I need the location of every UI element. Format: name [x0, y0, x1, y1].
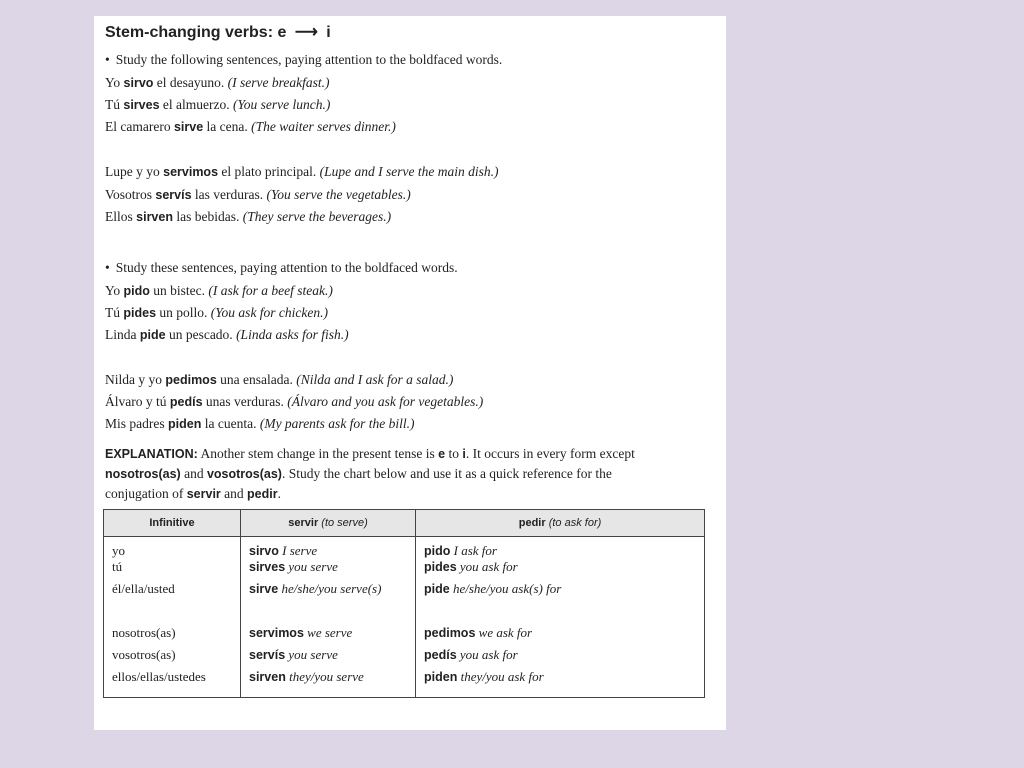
- table-row: [104, 647, 705, 669]
- pronoun-cell: yo: [104, 537, 241, 560]
- table-spacer-row: [104, 603, 705, 625]
- header-pedir: pedir (to ask for): [416, 510, 705, 537]
- pronoun-cell: él/ella/usted: [104, 581, 241, 603]
- pedir-cell: piden they/you ask for: [416, 669, 705, 698]
- page-title: [105, 22, 331, 42]
- pronoun-cell: nosotros(as): [104, 625, 241, 647]
- conjugation-chart: [103, 509, 705, 698]
- table-row: [104, 625, 705, 647]
- pedir-cell: pides you ask for: [416, 559, 705, 581]
- sentence-pedimos: Nilda y yo pedimos una ensalada. (Nilda and I ask for a salad.): [105, 372, 454, 387]
- title-text: Stem-changing verbs: e: [105, 24, 287, 41]
- sentence-servimos: Lupe y yo servimos el plato principal. (Lupe and I serve the main dish.): [105, 164, 499, 179]
- servir-cell: sirvo I serve: [241, 537, 416, 560]
- document-page: [94, 16, 726, 730]
- sentence-sirvo: Yo sirvo el desayuno. (I serve breakfast.): [105, 75, 330, 90]
- pedir-cell: pide he/she/you ask(s) for: [416, 581, 705, 603]
- sentence-pedis: Álvaro y tú pedís unas verduras. (Álvaro and you ask for vegetables.): [105, 394, 484, 409]
- pronoun-cell: tú: [104, 559, 241, 581]
- title-target: i: [326, 24, 331, 41]
- header-servir: servir (to serve): [241, 510, 416, 537]
- explanation-paragraph: EXPLANATION: Another stem change in the present tense is e to i. It occurs in every form except nosotros(as) and vosotros(as). Study the chart below and use it as a quick reference for the conjugation of servir and pedir.: [105, 446, 635, 501]
- pedir-cell: pedís you ask for: [416, 647, 705, 669]
- servir-cell: sirve he/she/you serve(s): [241, 581, 416, 603]
- sentence-pide: Linda pide un pescado. (Linda asks for fish.): [105, 327, 349, 342]
- sentence-pido: Yo pido un bistec. (I ask for a beef steak.): [105, 283, 333, 298]
- bullet-icon: •: [105, 52, 110, 67]
- sentence-piden: Mis padres piden la cuenta. (My parents ask for the bill.): [105, 416, 415, 431]
- right-arrow-icon: ⟶: [294, 24, 318, 41]
- sentence-sirves: Tú sirves el almuerzo. (You serve lunch.): [105, 97, 331, 112]
- header-infinitive: Infinitive: [104, 510, 241, 537]
- servir-cell: sirven they/you serve: [241, 669, 416, 698]
- explanation-label: EXPLANATION:: [105, 447, 198, 461]
- bullet-icon: •: [105, 260, 110, 275]
- sentence-servis: Vosotros servís las verduras. (You serve the vegetables.): [105, 187, 411, 202]
- sentence-pides: Tú pides un pollo. (You ask for chicken.): [105, 305, 329, 320]
- section1-intro: • Study the following sentences, paying attention to the boldfaced words.: [105, 52, 503, 67]
- table-row: [104, 537, 705, 560]
- table-row: [104, 559, 705, 581]
- servir-cell: servimos we serve: [241, 625, 416, 647]
- section2-intro: • Study these sentences, paying attention to the boldfaced words.: [105, 260, 458, 275]
- sentence-sirve: El camarero sirve la cena. (The waiter serves dinner.): [105, 119, 396, 134]
- table-row: [104, 669, 705, 698]
- servir-cell: servís you serve: [241, 647, 416, 669]
- pedir-cell: pedimos we ask for: [416, 625, 705, 647]
- table-row: [104, 581, 705, 603]
- pronoun-cell: ellos/ellas/ustedes: [104, 669, 241, 698]
- pedir-cell: pido I ask for: [416, 537, 705, 560]
- chart-header-row: [104, 510, 705, 537]
- sentence-sirven: Ellos sirven las bebidas. (They serve the beverages.): [105, 209, 392, 224]
- servir-cell: sirves you serve: [241, 559, 416, 581]
- pronoun-cell: vosotros(as): [104, 647, 241, 669]
